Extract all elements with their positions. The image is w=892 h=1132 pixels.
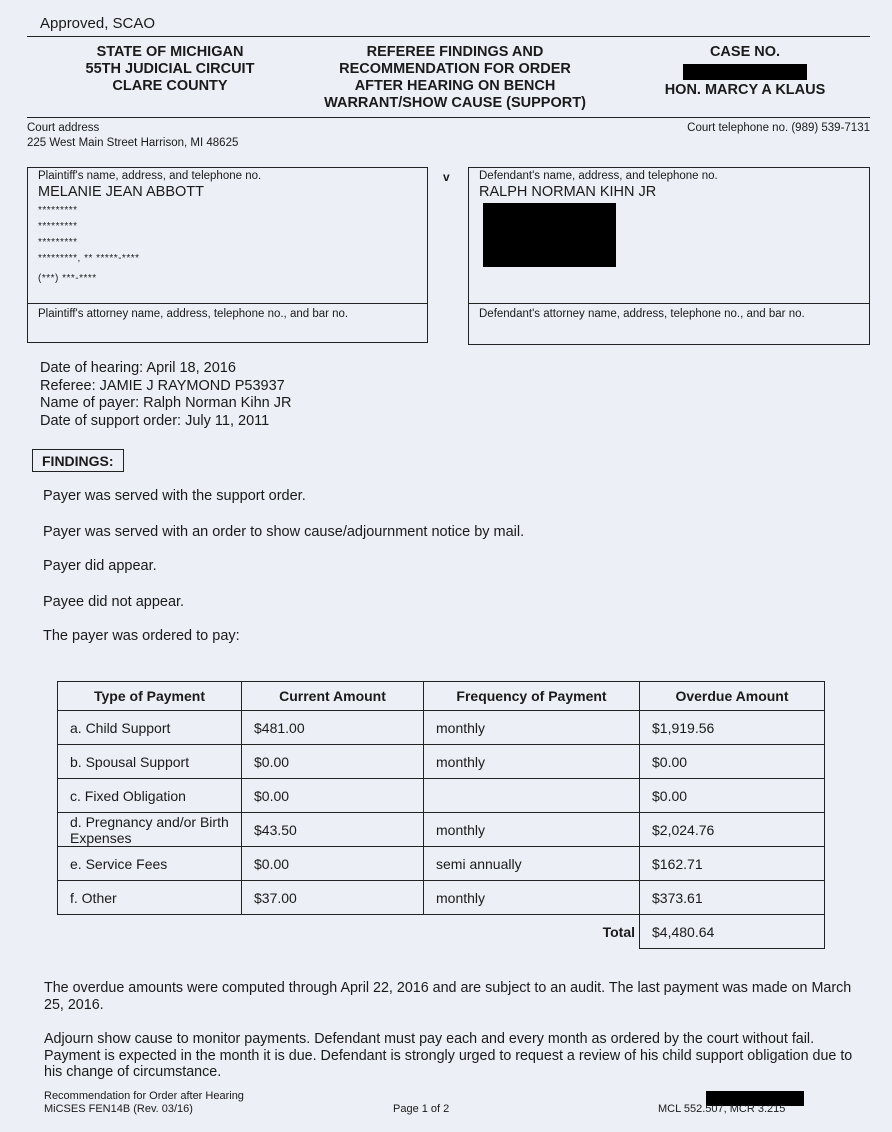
table-row	[58, 779, 825, 813]
plaintiff-box	[27, 167, 428, 343]
court-telephone: Court telephone no. (989) 539-7131	[687, 122, 870, 134]
findings-heading: FINDINGS:	[32, 449, 124, 472]
overdue-amount: $0.00	[640, 745, 825, 779]
footer-form-info	[44, 1090, 244, 1116]
approved-scao: Approved, SCAO	[40, 15, 156, 32]
overdue-amount: $373.61	[640, 881, 825, 915]
total-overdue: $4,480.64	[640, 915, 825, 949]
form-id: MiCSES FEN14B (Rev. 03/16)	[44, 1103, 193, 1115]
finding-item: Payer was served with an order to show cause/adjournment notice by mail.	[43, 524, 525, 540]
blank-cell	[58, 915, 242, 949]
plaintiff-masked-phone: (***) ***-****	[38, 273, 97, 284]
versus-mark: v	[443, 170, 450, 184]
payment-frequency	[424, 779, 640, 813]
table-row	[58, 711, 825, 745]
table-row	[58, 881, 825, 915]
support-order-date: Date of support order: July 11, 2011	[40, 412, 270, 429]
current-amount: $0.00	[242, 745, 424, 779]
form-title-line: WARRANT/SHOW CAUSE (SUPPORT)	[324, 95, 586, 111]
payment-type: c. Fixed Obligation	[58, 779, 242, 813]
form-title-line: AFTER HEARING ON BENCH	[354, 78, 556, 94]
payment-type: a. Child Support	[58, 711, 242, 745]
header-bottom-rule	[27, 117, 870, 118]
payment-type: e. Service Fees	[58, 847, 242, 881]
page-number: Page 1 of 2	[393, 1103, 450, 1115]
total-label: Total	[602, 923, 635, 940]
court-line: STATE OF MICHIGAN	[96, 44, 244, 60]
payment-type: d. Pregnancy and/or Birth Expenses	[58, 813, 242, 847]
defendant-label: Defendant's name, address, and telephone no.	[479, 170, 718, 182]
court-name-block	[60, 44, 280, 95]
plaintiff-masked-line: *********	[38, 221, 78, 232]
overdue-amount: $0.00	[640, 779, 825, 813]
column-header: Overdue Amount	[640, 682, 825, 711]
finding-item: Payer was served with the support order.	[43, 488, 306, 504]
court-address-label: Court address	[27, 122, 100, 134]
date-of-hearing: Date of hearing: April 18, 2016	[40, 360, 236, 376]
column-header: Type of Payment	[58, 682, 242, 711]
table-row	[58, 745, 825, 779]
current-amount: $37.00	[242, 881, 424, 915]
referee: Referee: JAMIE J RAYMOND P53937	[40, 377, 285, 394]
payment-type: b. Spousal Support	[58, 745, 242, 779]
defendant-attorney-label: Defendant's attorney name, address, telephone no., and bar no.	[479, 308, 805, 320]
column-header: Frequency of Payment	[424, 682, 640, 711]
finding-item: The payer was ordered to pay:	[43, 628, 240, 644]
legal-reference: MCL 552.507, MCR 3.215	[658, 1103, 786, 1115]
overdue-amount: $1,919.56	[640, 711, 825, 745]
court-line: CLARE COUNTY	[112, 78, 228, 94]
judge-name: HON. MARCY A KLAUS	[664, 82, 826, 98]
case-number-redaction	[683, 64, 807, 80]
current-amount: $0.00	[242, 847, 424, 881]
payment-table-header	[58, 682, 825, 711]
defendant-info	[469, 168, 869, 304]
court-address	[27, 121, 238, 151]
payment-frequency: monthly	[424, 881, 640, 915]
plaintiff-info	[28, 168, 427, 304]
case-block	[640, 44, 850, 99]
table-row	[58, 813, 825, 847]
plaintiff-attorney-label: Plaintiff's attorney name, address, telephone no., and bar no.	[38, 308, 349, 320]
plaintiff-masked-line: *********, ** *****-****	[38, 253, 140, 264]
payer-name: Name of payer: Ralph Norman Kihn JR	[40, 395, 292, 411]
form-title-line: REFEREE FINDINGS AND	[366, 44, 544, 60]
payment-frequency: monthly	[424, 813, 640, 847]
column-header: Current Amount	[242, 682, 424, 711]
court-line: 55TH JUDICIAL CIRCUIT	[85, 61, 255, 77]
payment-table	[57, 681, 825, 949]
form-title-line: RECOMMENDATION FOR ORDER	[339, 61, 571, 77]
hearing-info	[40, 360, 291, 430]
total-row	[58, 915, 825, 949]
defendant-address-redaction	[483, 203, 616, 267]
current-amount: $481.00	[242, 711, 424, 745]
recommendation-text: Adjourn show cause to monitor payments. Defendant must pay each and every month as ordered by the court without fail. Payment is expected in the month it is due. Defendant is strongly urged to request a review of his child support obligation due to his change of circumstance.	[44, 1031, 853, 1080]
payment-frequency: semi annually	[424, 847, 640, 881]
defendant-name: RALPH NORMAN KIHN JR	[479, 184, 657, 200]
finding-item: Payer did appear.	[43, 558, 157, 574]
current-amount: $43.50	[242, 813, 424, 847]
header-top-rule	[27, 36, 870, 37]
form-title: Recommendation for Order after Hearing	[44, 1090, 244, 1102]
plaintiff-masked-line: *********	[38, 205, 78, 216]
court-address-value: 225 West Main Street Harrison, MI 48625	[27, 137, 239, 149]
payment-type: f. Other	[58, 881, 242, 915]
plaintiff-label: Plaintiff's name, address, and telephone no.	[38, 170, 262, 182]
finding-item: Payee did not appear.	[43, 594, 185, 610]
plaintiff-name: MELANIE JEAN ABBOTT	[38, 184, 204, 200]
overdue-amount: $2,024.76	[640, 813, 825, 847]
defendant-box	[468, 167, 870, 345]
current-amount: $0.00	[242, 779, 424, 813]
form-title-block	[300, 44, 610, 112]
plaintiff-masked-line: *********	[38, 237, 78, 248]
overdue-amount: $162.71	[640, 847, 825, 881]
payment-frequency: monthly	[424, 711, 640, 745]
payment-frequency: monthly	[424, 745, 640, 779]
overdue-computation-note: The overdue amounts were computed through April 22, 2016 and are subject to an audit. The last payment was made on March 25, 2016.	[44, 980, 852, 1013]
case-no-label: CASE NO.	[709, 44, 781, 60]
table-row	[58, 847, 825, 881]
blank-cell	[242, 915, 424, 949]
